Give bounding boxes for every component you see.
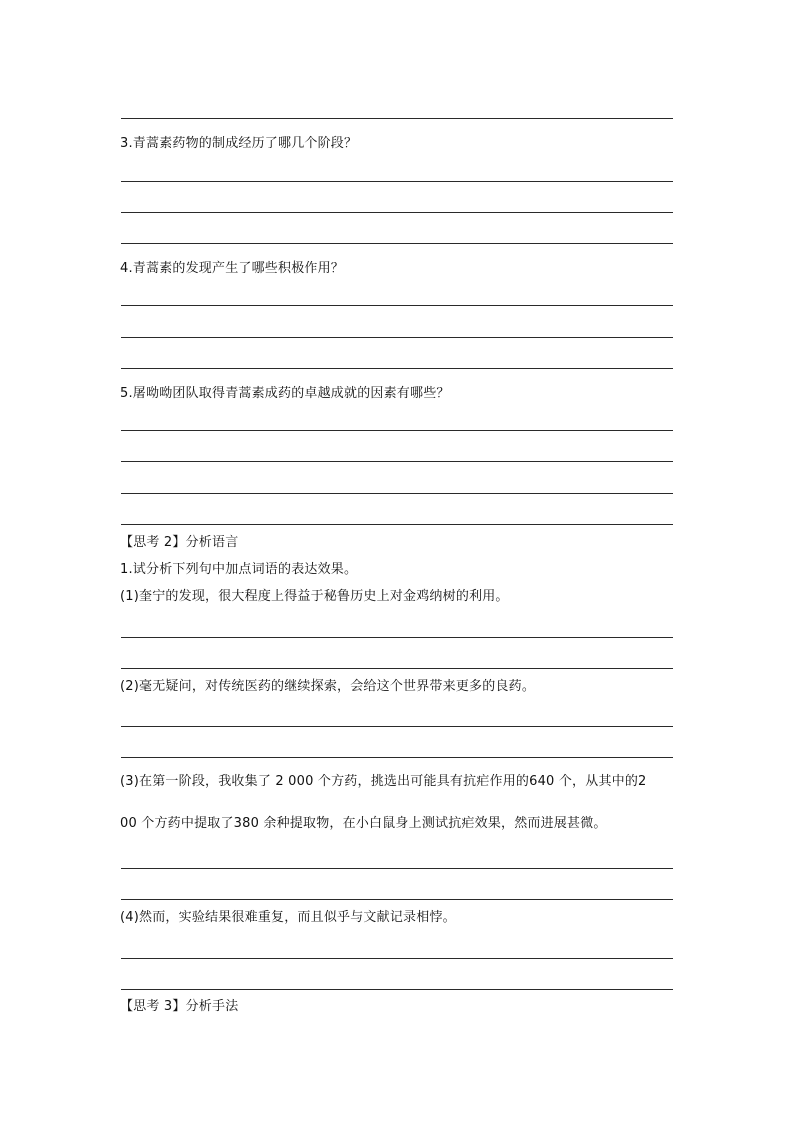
answer-line (121, 337, 673, 338)
section-heading-think-2: 【思考 2】分析语言 (120, 535, 239, 550)
question-4: 4.青蒿素的发现产生了哪些积极作用？ (120, 261, 345, 276)
answer-line (121, 989, 673, 990)
question-3: 3.青蒿素药物的制成经历了哪几个阶段？ (120, 136, 358, 151)
answer-line (121, 493, 673, 494)
sentence-item-3: (3)在第一阶段，我收集了 2 000 个方药，挑选出可能具有抗疟作用的640 个，从其中的2 (120, 774, 647, 789)
answer-line (121, 461, 673, 462)
answer-line (121, 668, 673, 669)
answer-line (121, 958, 673, 959)
answer-line (121, 181, 673, 182)
answer-line (121, 212, 673, 213)
answer-line (121, 243, 673, 244)
answer-line (121, 430, 673, 431)
sentence-item-3-continued: 00 个方药中提取了380 余种提取物，在小白鼠身上测试抗疟效果，然而进展甚微。 (120, 816, 607, 831)
answer-line (121, 868, 673, 869)
question-5: 5.屠呦呦团队取得青蒿素成药的卓越成就的因素有哪些？ (120, 386, 450, 401)
answer-line (121, 524, 673, 525)
sentence-item-2: (2)毫无疑问，对传统医药的继续探索，会给这个世界带来更多的良药。 (120, 679, 536, 694)
section-heading-think-3: 【思考 3】分析手法 (120, 999, 239, 1014)
answer-line (121, 305, 673, 306)
answer-line (121, 899, 673, 900)
answer-line (121, 726, 673, 727)
answer-line (121, 637, 673, 638)
answer-line (121, 118, 673, 119)
think-2-question-1: 1.试分析下列句中加点词语的表达效果。 (120, 562, 358, 577)
answer-line (121, 757, 673, 758)
sentence-item-1: (1)奎宁的发现，很大程度上得益于秘鲁历史上对金鸡纳树的利用。 (120, 589, 509, 604)
sentence-item-4: (4)然而，实验结果很难重复，而且似乎与文献记录相悖。 (120, 910, 456, 925)
answer-line (121, 368, 673, 369)
